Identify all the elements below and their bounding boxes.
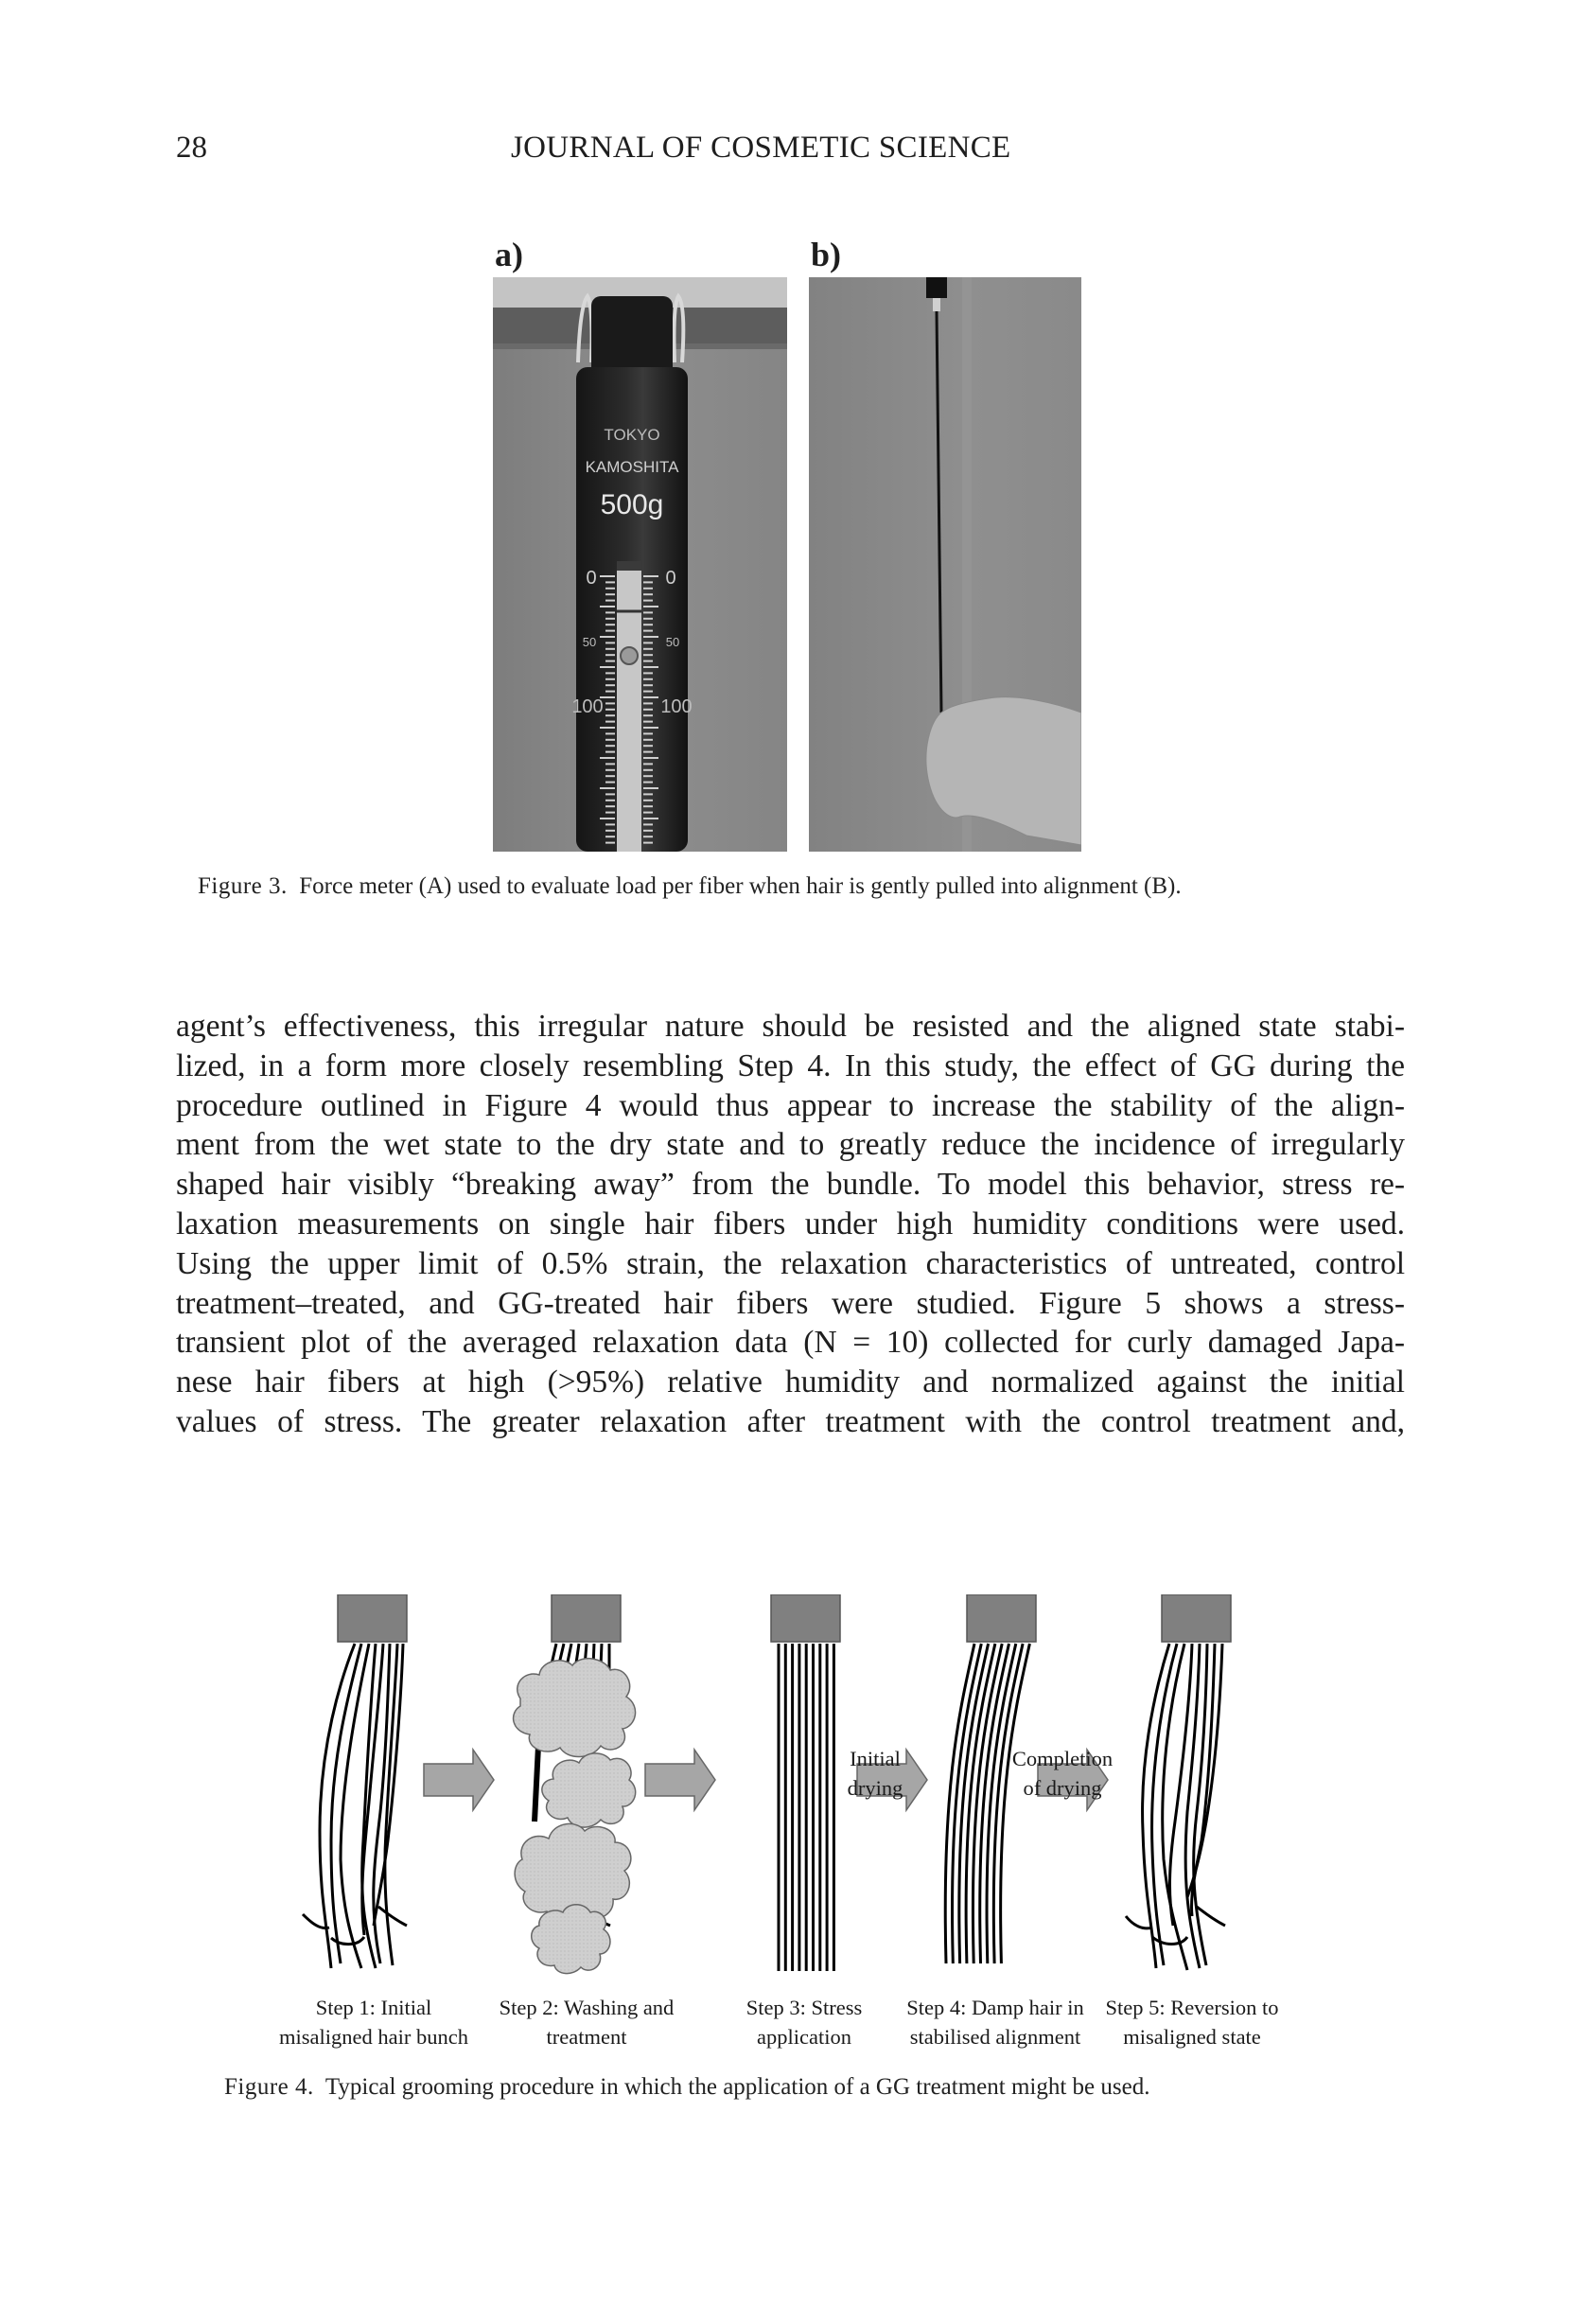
step5-clamp [1162, 1594, 1231, 1642]
meter-scale-label-right-0: 0 [665, 568, 676, 589]
body-line: transient plot of the averaged relaxation data (N = 10) collected for curly damaged Japa- [176, 1325, 1405, 1361]
arrow-label-line1: Initial [850, 1747, 901, 1770]
body-line: agent’s effectiveness, this irregular nature should be resisted and the aligned state stabi- [176, 1009, 1405, 1044]
figure3-photo-force-meter [493, 277, 787, 852]
body-line: procedure outlined in Figure 4 would thus appear to increase the stability of the align- [176, 1087, 1405, 1123]
arrow-step2-to-step3 [645, 1750, 715, 1810]
meter-scale-label-left-100: 100 [571, 696, 604, 717]
foam-clouds [514, 1659, 636, 1974]
step-label-line2: stabilised alignment [909, 2025, 1081, 2049]
hair-clamp [926, 277, 947, 298]
step-label-line1: Step 5: Reversion to [1105, 1996, 1279, 2019]
step-label-2 [487, 1993, 686, 2051]
step-label-3 [728, 1993, 880, 2051]
figure4-caption [224, 2074, 1149, 2101]
arrow-step1-to-step2 [424, 1750, 494, 1810]
arrow-label-line1: Completion [1011, 1747, 1114, 1770]
body-line: lized, in a form more closely resembling Step 4. In this study, the effect of GG during the [176, 1047, 1405, 1083]
meter-scale-label-right-50: 50 [665, 635, 680, 649]
meter-cap [591, 296, 673, 377]
step-label-4 [901, 1993, 1090, 2051]
body-line: ment from the wet state to the dry state and to greatly reduce the incidence of irregularly [176, 1127, 1405, 1163]
arrow-label-line2: of drying [1023, 1776, 1102, 1800]
figure4-caption-text: Typical grooming procedure in which the application of a GG treatment might be used. [324, 2074, 1150, 2100]
body-line: nese hair fibers at high (>95%) relative humidity and normalized against the initial [176, 1364, 1405, 1400]
step2-washing [514, 1594, 636, 1974]
body-line: shaped hair visibly “breaking away” from the bundle. To model this behavior, stress re- [176, 1167, 1405, 1203]
step-label-line2: treatment [546, 2025, 627, 2049]
figure3-panel-a-label: a) [495, 236, 523, 273]
force-meter-illustration [493, 277, 787, 852]
step4-clamp [967, 1594, 1036, 1642]
meter-scale-label-right-100: 100 [660, 696, 693, 717]
meter-scale-label-left-0: 0 [586, 568, 597, 589]
figure3-panel-b-label: b) [811, 236, 842, 273]
step-label-line1: Step 2: Washing and [499, 1996, 675, 2019]
step3-hair-strands [779, 1644, 833, 1971]
meter-brand-line1: TOKYO [604, 426, 660, 444]
step-label-line1: Step 4: Damp hair in [906, 1996, 1084, 2019]
step-label-line2: misaligned state [1123, 2025, 1261, 2049]
step1-clamp [338, 1594, 407, 1642]
meter-window [617, 561, 641, 852]
step1-hair-strands [303, 1644, 407, 1968]
figure4-diagram [279, 1594, 1324, 2049]
body-line: treatment–treated, and GG-treated hair fibers were studied. Figure 5 shows a stress- [176, 1285, 1405, 1321]
step4-hair-strands [945, 1644, 1029, 1963]
step-label-5 [1097, 1993, 1287, 2051]
grooming-procedure-diagram [284, 1594, 1324, 1992]
step5-reversion [1126, 1594, 1231, 1970]
body-paragraph [176, 1007, 1405, 1442]
figure3-caption-text: Force meter (A) used to evaluate load per fiber when hair is gently pulled into alignment (B). [299, 873, 1182, 899]
step-label-1 [274, 1993, 473, 2051]
body-line: values of stress. The greater relaxation after treatment with the control treatment and, [176, 1403, 1405, 1439]
figure3-photo-hair-alignment [809, 277, 1081, 852]
body-line: Using the upper limit of 0.5% strain, the relaxation characteristics of untreated, control [176, 1245, 1405, 1281]
body-line: laxation measurements on single hair fibers under high humidity conditions were used. [176, 1206, 1405, 1241]
meter-indicator [621, 647, 638, 664]
running-head-journal-title: JOURNAL OF COSMETIC SCIENCE [511, 131, 1011, 165]
arrow-label-line2: drying [847, 1776, 903, 1800]
page-number: 28 [176, 131, 207, 165]
meter-scale-label-left-50: 50 [582, 635, 597, 649]
arrow-label-completion-of-drying [1001, 1744, 1124, 1803]
step3-clamp [771, 1594, 840, 1642]
step-label-line2: application [757, 2025, 851, 2049]
step-label-line1: Step 1: Initial [315, 1996, 432, 2019]
figure3-caption [198, 873, 1182, 900]
step5-hair-strands [1126, 1644, 1225, 1970]
figure4-caption-label: Figure 4. [224, 2074, 314, 2100]
step-label-line1: Step 3: Stress [745, 1996, 863, 2019]
meter-capacity: 500g [600, 489, 664, 520]
step1-hair-bunch [303, 1594, 407, 1968]
step-label-line2: misaligned hair bunch [279, 2025, 468, 2049]
hair-pull-illustration [809, 277, 1081, 852]
figure3-caption-label: Figure 3. [198, 873, 288, 899]
step2-clamp [552, 1594, 621, 1642]
arrow-label-initial-drying [823, 1744, 927, 1803]
meter-brand-line2: KAMOSHITA [585, 458, 679, 476]
